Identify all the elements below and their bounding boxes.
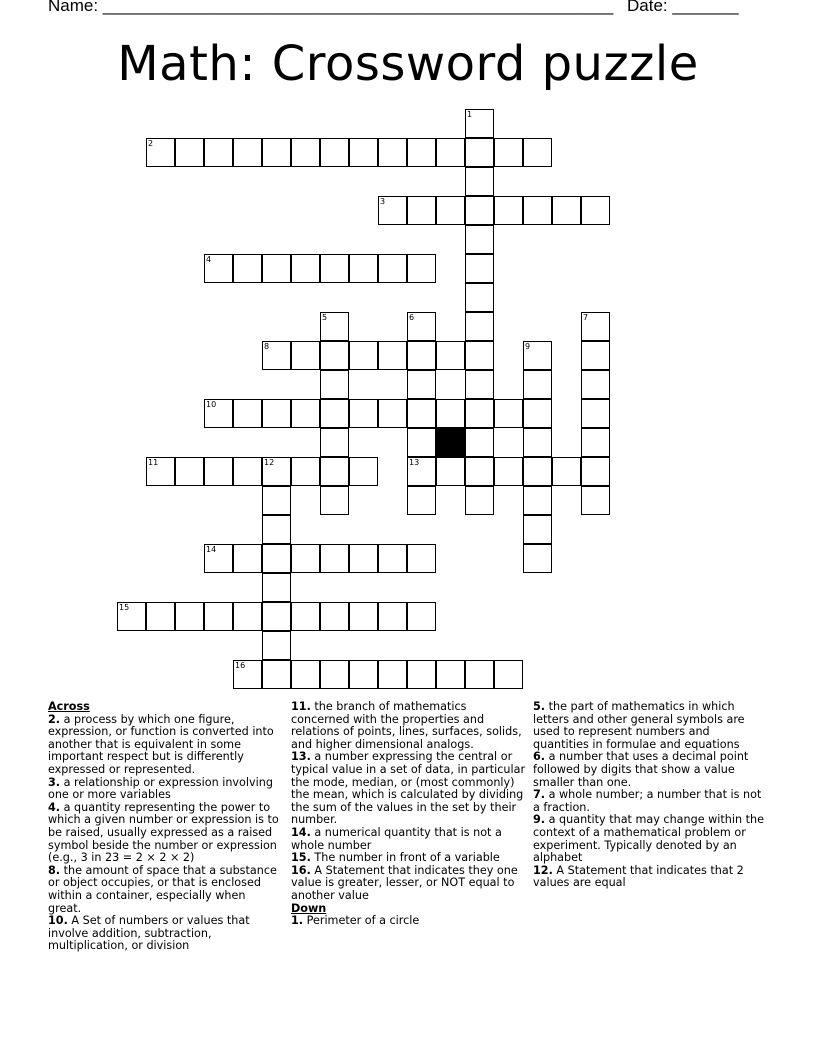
clue-across-3 bbox=[48, 777, 281, 802]
grid-cell[interactable] bbox=[523, 341, 552, 370]
clue-down-9 bbox=[533, 814, 769, 864]
clue-number-label: 12 bbox=[264, 458, 275, 467]
grid-cell[interactable] bbox=[494, 196, 523, 225]
clue-number: 15. bbox=[291, 851, 311, 865]
grid-cell[interactable] bbox=[407, 254, 436, 283]
clue-number-label: 11 bbox=[148, 458, 159, 467]
grid-cell[interactable] bbox=[465, 138, 494, 167]
clue-across-8 bbox=[48, 865, 281, 915]
grid-cell[interactable] bbox=[523, 457, 552, 486]
grid-cell[interactable] bbox=[465, 254, 494, 283]
grid-cell[interactable] bbox=[320, 399, 349, 428]
grid-cell[interactable] bbox=[291, 399, 320, 428]
clue-text: A Statement that indicates they one value is greater, lesser, or NOT equal to another value bbox=[291, 863, 518, 902]
grid-cell[interactable] bbox=[407, 196, 436, 225]
clue-number: 13. bbox=[291, 750, 311, 764]
grid-cell[interactable] bbox=[175, 138, 204, 167]
grid-cell[interactable] bbox=[349, 399, 378, 428]
grid-cell[interactable] bbox=[291, 457, 320, 486]
grid-cell[interactable] bbox=[320, 457, 349, 486]
grid-cell[interactable] bbox=[262, 486, 291, 515]
grid-cell[interactable] bbox=[262, 138, 291, 167]
grid-cell[interactable] bbox=[320, 486, 349, 515]
grid-cell[interactable] bbox=[523, 370, 552, 399]
clue-number: 1. bbox=[291, 914, 304, 928]
grid-cell[interactable] bbox=[291, 138, 320, 167]
clue-down-12 bbox=[533, 865, 769, 890]
clues-column-1 bbox=[48, 701, 281, 953]
clue-number-label: 4 bbox=[206, 255, 212, 264]
clue-number: 11. bbox=[291, 700, 311, 713]
grid-cell[interactable] bbox=[552, 457, 581, 486]
grid-cell[interactable] bbox=[465, 486, 494, 515]
clue-across-11 bbox=[291, 701, 527, 751]
grid-cell[interactable] bbox=[233, 254, 262, 283]
clues-column-2 bbox=[291, 701, 527, 928]
grid-cell[interactable] bbox=[581, 457, 610, 486]
clue-number: 3. bbox=[48, 775, 61, 789]
grid-cell[interactable] bbox=[465, 283, 494, 312]
grid-cell[interactable] bbox=[117, 602, 146, 631]
grid-cell[interactable] bbox=[233, 602, 262, 631]
grid-cell[interactable] bbox=[581, 341, 610, 370]
clue-number-label: 9 bbox=[525, 342, 531, 351]
grid-cell[interactable] bbox=[581, 428, 610, 457]
down-heading: Down bbox=[291, 901, 327, 915]
grid-cell[interactable] bbox=[407, 399, 436, 428]
grid-cell[interactable] bbox=[494, 138, 523, 167]
grid-cell[interactable] bbox=[262, 631, 291, 660]
grid-cell[interactable] bbox=[320, 428, 349, 457]
clue-number: 7. bbox=[533, 788, 546, 802]
clue-text: the branch of mathematics concerned with the properties and relations of points, lines, surfaces, solids, and higher dimensional analogs. bbox=[291, 700, 522, 751]
clue-number: 10. bbox=[48, 914, 68, 928]
grid-cell[interactable] bbox=[407, 660, 436, 689]
grid-cell[interactable] bbox=[291, 602, 320, 631]
across-heading: Across bbox=[48, 700, 90, 713]
grid-cell[interactable] bbox=[465, 660, 494, 689]
clue-down-6 bbox=[533, 751, 769, 789]
grid-cell[interactable] bbox=[320, 341, 349, 370]
clue-number: 4. bbox=[48, 800, 61, 814]
grid-cell[interactable] bbox=[465, 341, 494, 370]
clue-number-label: 10 bbox=[206, 400, 217, 409]
grid-cell[interactable] bbox=[378, 544, 407, 573]
clue-number-label: 5 bbox=[322, 313, 328, 322]
grid-cell[interactable] bbox=[233, 138, 262, 167]
grid-cell[interactable] bbox=[320, 602, 349, 631]
grid-cell[interactable] bbox=[523, 486, 552, 515]
grid-cell[interactable] bbox=[146, 457, 175, 486]
grid-cell[interactable] bbox=[233, 399, 262, 428]
clue-across-2 bbox=[48, 714, 281, 777]
grid-cell[interactable] bbox=[204, 457, 233, 486]
grid-cell[interactable] bbox=[175, 457, 204, 486]
date-field-label: Date: _______ bbox=[627, 0, 739, 15]
grid-cell[interactable] bbox=[320, 312, 349, 341]
grid-cell[interactable] bbox=[581, 399, 610, 428]
clue-text: a number expressing the central or typical value in a set of data, in particular the mode, median, or (most commonly) the mean, which is calculated by dividing the sum of the values in the set by their number. bbox=[291, 750, 526, 827]
grid-cell[interactable] bbox=[407, 544, 436, 573]
grid-cell[interactable] bbox=[320, 254, 349, 283]
grid-cell[interactable] bbox=[320, 370, 349, 399]
grid-cell[interactable] bbox=[465, 167, 494, 196]
clue-text: a number that uses a decimal point followed by digits that show a value smaller than one. bbox=[533, 750, 749, 789]
grid-cell[interactable] bbox=[349, 341, 378, 370]
grid-cell[interactable] bbox=[465, 428, 494, 457]
clue-text: a relationship or expression involving one or more variables bbox=[48, 775, 273, 802]
grid-cell[interactable] bbox=[494, 660, 523, 689]
clue-text: a whole number; a number that is not a fraction. bbox=[533, 788, 762, 814]
grid-cell[interactable] bbox=[436, 457, 465, 486]
grid-cell[interactable] bbox=[233, 457, 262, 486]
grid-cell[interactable] bbox=[552, 196, 581, 225]
clue-number: 6. bbox=[533, 750, 546, 764]
clue-down-1 bbox=[291, 915, 527, 928]
clue-text: The number in front of a variable bbox=[314, 851, 500, 865]
clue-number-label: 16 bbox=[235, 661, 246, 670]
grid-cell[interactable] bbox=[465, 399, 494, 428]
grid-cell[interactable] bbox=[378, 660, 407, 689]
grid-cell[interactable] bbox=[262, 515, 291, 544]
grid-cell[interactable] bbox=[436, 196, 465, 225]
clue-across-10 bbox=[48, 915, 281, 953]
grid-cell[interactable] bbox=[291, 544, 320, 573]
grid-cell[interactable] bbox=[581, 486, 610, 515]
clue-number-label: 7 bbox=[583, 313, 589, 322]
grid-cell[interactable] bbox=[494, 399, 523, 428]
grid-cell[interactable] bbox=[291, 660, 320, 689]
grid-cell[interactable] bbox=[523, 196, 552, 225]
clue-text: A Set of numbers or values that involve addition, subtraction, multiplication, or division bbox=[48, 914, 250, 953]
clue-number: 9. bbox=[533, 813, 546, 827]
grid-cell[interactable] bbox=[378, 138, 407, 167]
clue-down-7 bbox=[533, 789, 769, 814]
grid-cell[interactable] bbox=[349, 254, 378, 283]
grid-cell[interactable] bbox=[349, 660, 378, 689]
grid-cell[interactable] bbox=[175, 602, 204, 631]
grid-cell[interactable] bbox=[349, 544, 378, 573]
grid-cell[interactable] bbox=[523, 544, 552, 573]
grid-cell[interactable] bbox=[407, 312, 436, 341]
grid-cell[interactable] bbox=[233, 660, 262, 689]
clue-number: 2. bbox=[48, 712, 61, 726]
grid-cell[interactable] bbox=[320, 544, 349, 573]
grid-cell[interactable] bbox=[581, 370, 610, 399]
clue-number: 12. bbox=[533, 863, 553, 877]
black-cell bbox=[436, 428, 465, 457]
grid-cell[interactable] bbox=[378, 254, 407, 283]
grid-cell[interactable] bbox=[407, 428, 436, 457]
clue-number-label: 8 bbox=[264, 342, 270, 351]
clue-number: 16. bbox=[291, 863, 311, 877]
grid-cell[interactable] bbox=[465, 109, 494, 138]
grid-cell[interactable] bbox=[233, 544, 262, 573]
clues-column-3 bbox=[533, 701, 769, 890]
grid-cell[interactable] bbox=[262, 573, 291, 602]
grid-cell[interactable] bbox=[465, 225, 494, 254]
grid-cell[interactable] bbox=[465, 457, 494, 486]
clue-number-label: 2 bbox=[148, 139, 154, 148]
grid-cell[interactable] bbox=[407, 138, 436, 167]
clue-number: 14. bbox=[291, 825, 311, 839]
grid-cell[interactable] bbox=[465, 312, 494, 341]
grid-cell[interactable] bbox=[146, 138, 175, 167]
clue-number-label: 3 bbox=[380, 197, 386, 206]
clue-number-label: 6 bbox=[409, 313, 415, 322]
grid-cell[interactable] bbox=[494, 457, 523, 486]
grid-cell[interactable] bbox=[204, 602, 233, 631]
grid-cell[interactable] bbox=[523, 428, 552, 457]
grid-cell[interactable] bbox=[204, 254, 233, 283]
clue-across-14 bbox=[291, 827, 527, 852]
grid-cell[interactable] bbox=[465, 370, 494, 399]
page-title: Math: Crossword puzzle bbox=[117, 36, 699, 92]
grid-cell[interactable] bbox=[436, 138, 465, 167]
clue-number: 5. bbox=[533, 700, 546, 713]
grid-cell[interactable] bbox=[349, 138, 378, 167]
grid-cell[interactable] bbox=[320, 660, 349, 689]
grid-cell[interactable] bbox=[349, 457, 378, 486]
clue-number-label: 1 bbox=[467, 110, 473, 119]
grid-cell[interactable] bbox=[378, 602, 407, 631]
grid-cell[interactable] bbox=[407, 602, 436, 631]
grid-cell[interactable] bbox=[262, 254, 291, 283]
grid-cell[interactable] bbox=[436, 341, 465, 370]
clue-text: Perimeter of a circle bbox=[306, 914, 420, 928]
clue-text: a quantity that may change within the context of a mathematical problem or experiment. Typically denoted by an alphabet bbox=[533, 813, 765, 865]
clue-down-5 bbox=[533, 701, 769, 751]
grid-cell[interactable] bbox=[262, 660, 291, 689]
grid-cell[interactable] bbox=[291, 254, 320, 283]
clue-text: A Statement that indicates that 2 values are equal bbox=[533, 863, 744, 890]
clue-number-label: 13 bbox=[409, 458, 420, 467]
grid-cell[interactable] bbox=[523, 138, 552, 167]
grid-cell[interactable] bbox=[436, 660, 465, 689]
clue-number: 8. bbox=[48, 863, 61, 877]
grid-cell[interactable] bbox=[204, 544, 233, 573]
grid-cell[interactable] bbox=[146, 602, 175, 631]
grid-cell[interactable] bbox=[523, 399, 552, 428]
grid-cell[interactable] bbox=[204, 399, 233, 428]
grid-cell[interactable] bbox=[349, 602, 378, 631]
grid-cell[interactable] bbox=[407, 370, 436, 399]
grid-cell[interactable] bbox=[291, 341, 320, 370]
clue-across-13 bbox=[291, 751, 527, 827]
grid-cell[interactable] bbox=[378, 399, 407, 428]
clue-text: a quantity representing the power to which a given number or expression is to be raised, usually expressed as a raised symbol beside the number or expression (e.g., 3 in 23 = 2 × 2 × 2) bbox=[48, 800, 279, 865]
grid-cell[interactable] bbox=[378, 196, 407, 225]
grid-cell[interactable] bbox=[262, 544, 291, 573]
name-field-label: Name: ______________________________________________________ bbox=[48, 0, 614, 15]
grid-cell[interactable] bbox=[407, 486, 436, 515]
grid-cell[interactable] bbox=[523, 515, 552, 544]
grid-cell[interactable] bbox=[407, 341, 436, 370]
clue-across-16 bbox=[291, 865, 527, 903]
clue-across-4 bbox=[48, 802, 281, 865]
grid-cell[interactable] bbox=[262, 602, 291, 631]
grid-cell[interactable] bbox=[581, 196, 610, 225]
clue-text: the part of mathematics in which letters and other general symbols are used to represent numbers and quantities in formulae and equations bbox=[533, 700, 745, 751]
grid-cell[interactable] bbox=[262, 399, 291, 428]
grid-cell[interactable] bbox=[581, 312, 610, 341]
clue-text: the amount of space that a substance or object occupies, or that is enclosed within a container, especially when great. bbox=[48, 863, 277, 915]
clue-number-label: 15 bbox=[119, 603, 130, 612]
grid-cell[interactable] bbox=[436, 399, 465, 428]
grid-cell[interactable] bbox=[204, 138, 233, 167]
grid-cell[interactable] bbox=[465, 196, 494, 225]
grid-cell[interactable] bbox=[262, 457, 291, 486]
clue-number-label: 14 bbox=[206, 545, 217, 554]
clue-text: a numerical quantity that is not a whole number bbox=[291, 825, 502, 852]
grid-cell[interactable] bbox=[378, 341, 407, 370]
grid-cell[interactable] bbox=[320, 138, 349, 167]
grid-cell[interactable] bbox=[407, 457, 436, 486]
grid-cell[interactable] bbox=[262, 341, 291, 370]
clue-text: a process by which one figure, expression, or function is converted into another that is equivalent in some important respect but is differently expressed or represented. bbox=[48, 712, 274, 776]
